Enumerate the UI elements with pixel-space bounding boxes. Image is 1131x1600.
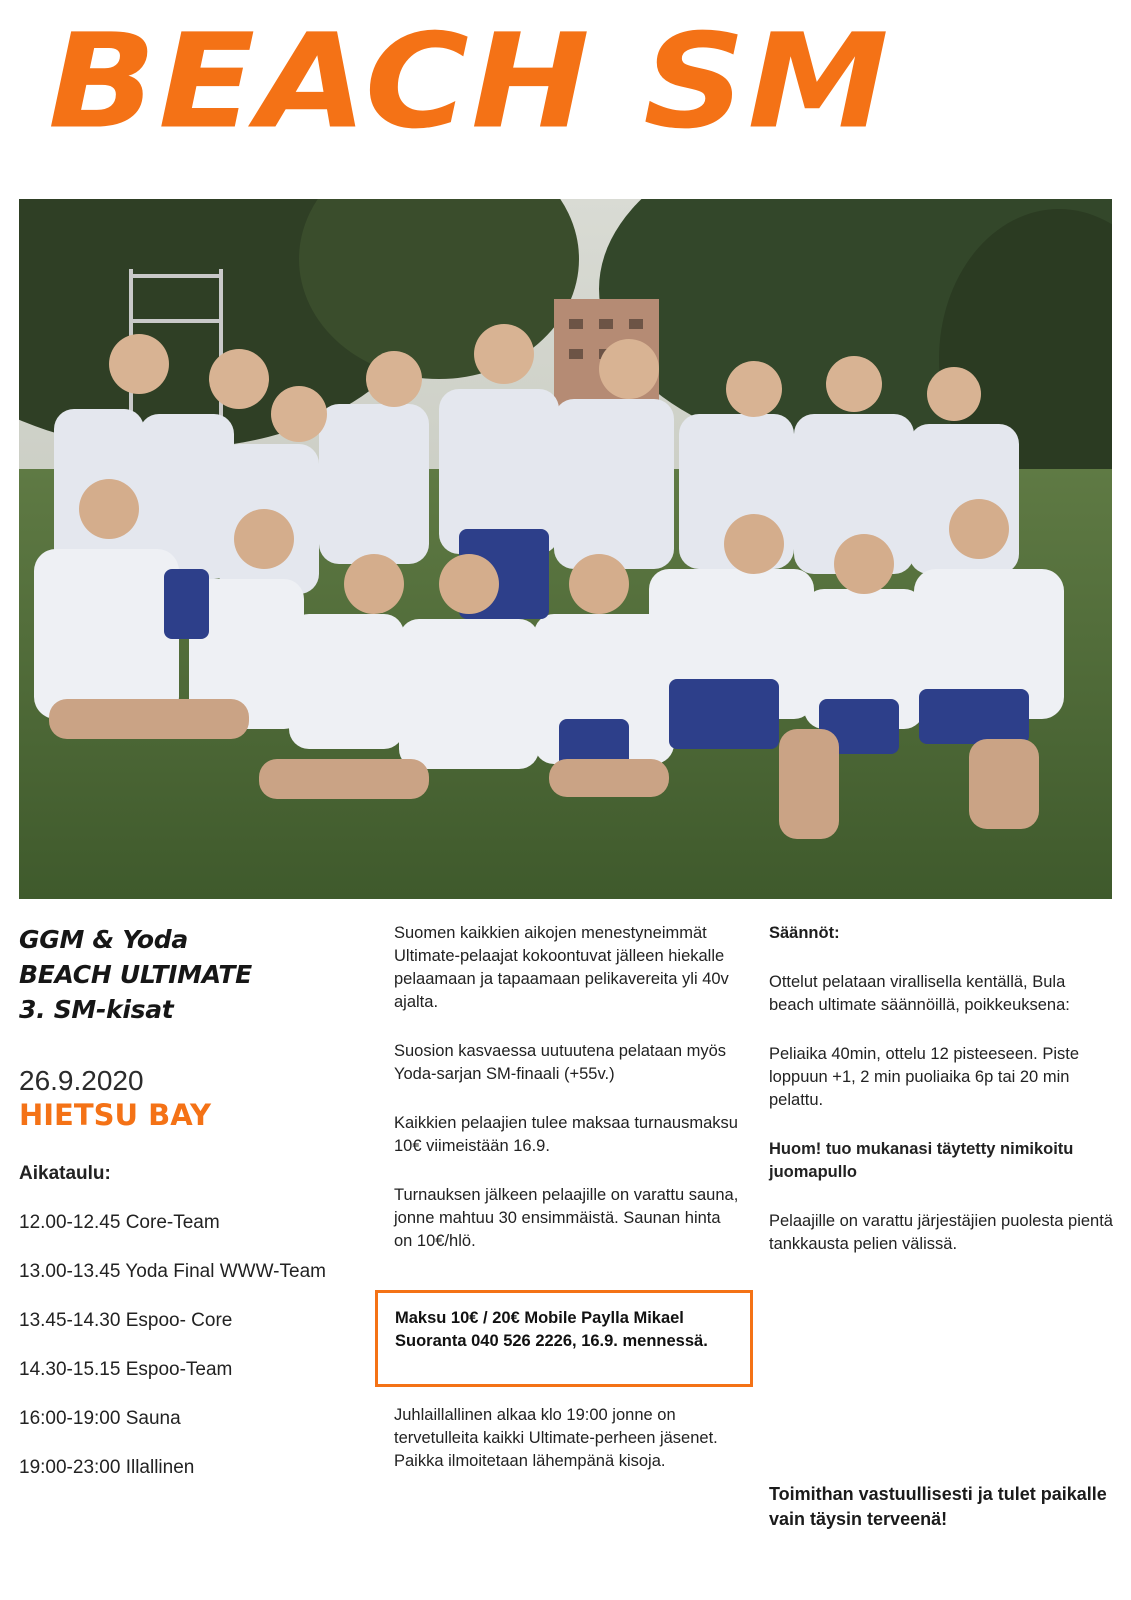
event-title-line-2: BEACH ULTIMATE: [19, 960, 252, 989]
schedule-heading: Aikataulu:: [19, 1163, 111, 1184]
event-date: 26.9.2020: [19, 1065, 144, 1096]
schedule-list: [19, 1212, 369, 1479]
dinner-paragraph: Juhlaillallinen alkaa klo 19:00 jonne on tervetulleita kaikki Ultimate-perheen jäsenet. Paikka ilmoitetaan lähempänä kisoja.: [394, 1406, 718, 1470]
game-time-paragraph: Peliaika 40min, ottelu 12 pisteeseen. Piste loppuun +1, 2 min puoliaika 6p tai 20 min pelattu.: [769, 1045, 1080, 1109]
event-title-line-1: GGM & Yoda: [19, 925, 188, 954]
rules-paragraph: Ottelut pelataan virallisella kentällä, Bula beach ultimate säännöillä, poikkeuksena:: [769, 973, 1070, 1014]
event-title: [19, 922, 369, 1027]
yoda-paragraph: Suosion kasvaessa uutuutena pelataan myös Yoda-sarjan SM-finaali (+55v.): [394, 1042, 727, 1083]
health-note: Toimithan vastuullisesti ja tulet paikalle vain täysin terveenä!: [769, 1484, 1107, 1529]
schedule-item: 14.30-15.15 Espoo-Team: [19, 1359, 233, 1380]
event-info-column: [19, 922, 369, 1479]
poster-title: BEACH SM: [48, 6, 891, 158]
schedule-item: 16:00-19:00 Sauna: [19, 1408, 181, 1429]
schedule-item: 12.00-12.45 Core-Team: [19, 1212, 220, 1233]
team-photo: [19, 199, 1112, 899]
bottle-note: Huom! tuo mukanasi täytetty nimikoitu juomapullo: [769, 1140, 1074, 1181]
event-title-line-3: 3. SM-kisat: [19, 995, 174, 1024]
intro-paragraph: Suomen kaikkien aikojen menestyneimmät Ultimate-pelaajat kokoontuvat jälleen hiekalle pelaamaan ja tapaamaan pelikavereita yli 40v ajalta.: [394, 924, 729, 1011]
schedule-item: 13.45-14.30 Espoo- Core: [19, 1310, 233, 1331]
details-column: [394, 922, 739, 1279]
sauna-paragraph: Turnauksen jälkeen pelaajille on varattu sauna, jonne mahtuu 30 ensimmäistä. Saunan hinta on 10€/hlö.: [394, 1186, 739, 1250]
payment-box: [375, 1290, 753, 1387]
payment-text: Maksu 10€ / 20€ Mobile Paylla Mikael Suoranta 040 526 2226, 16.9. mennessä.: [395, 1309, 708, 1350]
team-photo-illustration: [19, 199, 1112, 899]
refreshments-paragraph: Pelaajille on varattu järjestäjien puolesta pientä tankkausta pelien välissä.: [769, 1212, 1113, 1253]
rules-column: [769, 922, 1114, 1282]
rules-heading: Säännöt:: [769, 924, 840, 942]
event-venue: HIETSU BAY: [19, 1098, 211, 1132]
schedule-item: 13.00-13.45 Yoda Final WWW-Team: [19, 1261, 326, 1282]
dinner-section: [394, 1404, 739, 1499]
schedule-item: 19:00-23:00 Illallinen: [19, 1457, 195, 1478]
fee-paragraph: Kaikkien pelaajien tulee maksaa turnausmaksu 10€ viimeistään 16.9.: [394, 1114, 738, 1155]
